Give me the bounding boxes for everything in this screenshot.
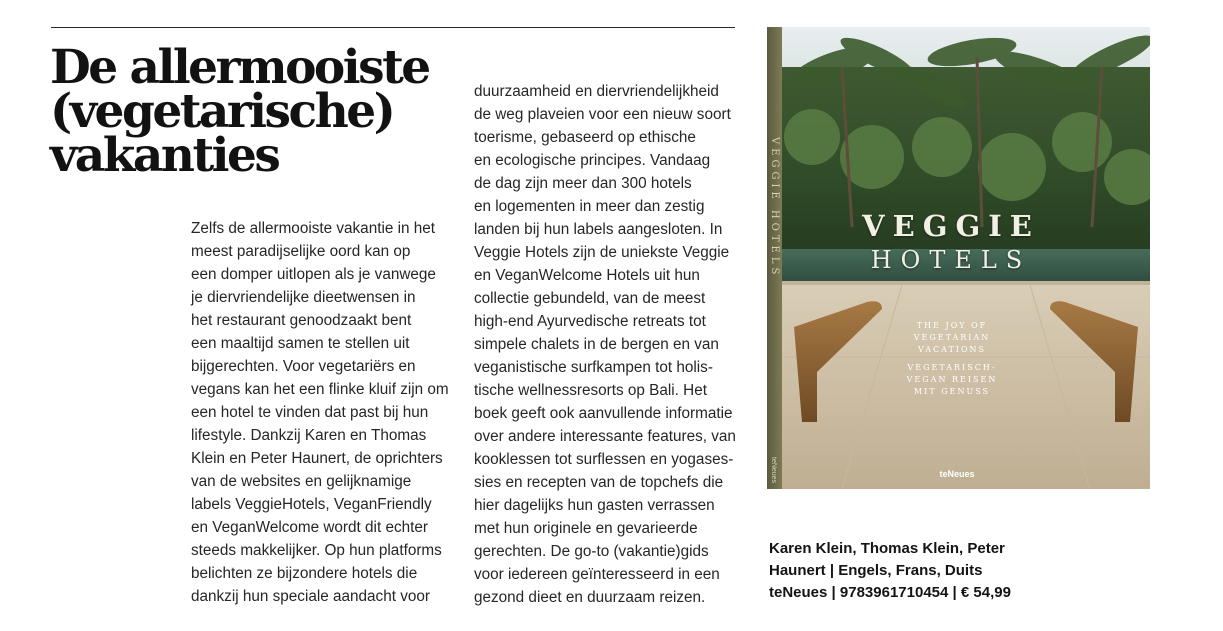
headline-line: (vegetarische)	[50, 84, 394, 139]
book-caption	[769, 538, 1069, 604]
book-cover-image	[767, 27, 1150, 489]
body-line: belichten ze bijzondere hotels die	[191, 565, 418, 582]
body-line: dankzij hun speciale aandacht voor	[191, 588, 430, 605]
body-line: steeds makkelijker. Op hun platforms	[191, 542, 442, 559]
tagline-line: VACATIONS	[917, 345, 986, 354]
body-line: de dag zijn meer dan 300 hotels	[474, 175, 692, 192]
tagline-line: THE JOY OF	[916, 321, 988, 330]
body-line: Klein en Peter Haunert, de oprichters	[191, 450, 443, 467]
headline-line: vakanties	[50, 128, 279, 183]
body-line: veganistische surfkampen tot holis-	[474, 359, 713, 376]
body-column-1	[191, 217, 456, 608]
body-line: en VeganWelcome Hotels uit hun	[474, 267, 700, 284]
body-line: en logementen in meer dan zestig	[474, 198, 705, 215]
body-line: de weg plaveien voor een nieuw soort	[474, 106, 731, 123]
cover-title-veggie: VEGGIE	[862, 209, 1040, 243]
body-line: met hun originele en gevarieerde	[474, 520, 698, 537]
top-rule	[51, 27, 735, 28]
body-line: een hotel te vinden dat past bij hun	[191, 404, 429, 421]
body-line: collectie gebundeld, van de meest	[474, 290, 706, 307]
article-headline	[50, 40, 470, 183]
body-line: landen bij hun labels aangesloten. In	[474, 221, 723, 238]
body-line: vegans kan het een flinke kluif zijn om	[191, 381, 449, 398]
body-line: Zelfs de allermooiste vakantie in het	[191, 220, 436, 237]
body-line: lifestyle. Dankzij Karen en Thomas	[191, 427, 427, 444]
spine-title: VEGGIE HOTELS	[769, 137, 780, 279]
caption-line: Haunert | Engels, Frans, Duits	[769, 562, 983, 579]
body-line: Veggie Hotels zijn de uniekste Veggie	[474, 244, 730, 261]
tagline-line: VEGETARISCH-	[907, 363, 997, 372]
body-line: en ecologische principes. Vandaag	[474, 152, 711, 169]
body-line: labels VeggieHotels, VeganFriendly	[191, 496, 432, 513]
body-line: toerisme, gebaseerd op ethische	[474, 129, 696, 146]
spine-publisher-logo: teNeues	[770, 457, 777, 484]
body-line: bijgerechten. Voor vegetariërs en	[191, 358, 416, 375]
body-line: je diervriendelijke dieetwensen in	[191, 289, 416, 306]
body-line: hier dagelijks hun gasten verrassen	[474, 497, 715, 514]
tagline-line: MIT GENUSS	[913, 387, 991, 396]
body-line: meest paradijselijke oord kan op	[191, 243, 411, 260]
body-line: van de websites en gelijknamige	[191, 473, 412, 490]
body-column-2	[474, 80, 744, 609]
body-line: high-end Ayurvedische retreats tot	[474, 313, 706, 330]
cover-tagline-en	[872, 320, 1032, 356]
body-line: duurzaamheid en diervriendelijkheid	[474, 83, 719, 100]
body-line: een domper uitlopen als je vanwege	[191, 266, 436, 283]
tagline-line: VEGAN REISEN	[906, 375, 998, 384]
body-line: een maaltijd samen te stellen uit	[191, 335, 410, 352]
body-line: kooklessen tot surflessen en yogases-	[474, 451, 734, 468]
cover-tagline-de	[872, 362, 1032, 398]
body-line: tische wellnessresorts op Bali. Het	[474, 382, 707, 399]
body-line: gerechten. De go-to (vakantie)gids	[474, 543, 709, 560]
body-line: over andere interessante features, van	[474, 428, 736, 445]
body-line: simpele chalets in de bergen en van	[474, 336, 719, 353]
cover-title-hotels: HOTELS	[870, 246, 1032, 274]
body-line: boek geeft ook aanvullende informatie	[474, 405, 733, 422]
body-line: en VeganWelcome wordt dit echter	[191, 519, 428, 536]
tagline-line: VEGETARIAN	[913, 333, 991, 342]
body-line: gezond dieet en duurzaam reizen.	[474, 589, 706, 606]
cover-publisher-logo: teNeues	[939, 469, 975, 479]
caption-line: teNeues | 9783961710454 | € 54,99	[769, 584, 1011, 601]
body-line: het restaurant genoodzaakt bent	[191, 312, 412, 329]
headline-line: De allermooiste	[50, 40, 429, 95]
caption-line: Karen Klein, Thomas Klein, Peter	[769, 540, 1005, 557]
body-line: sies en recepten van de topchefs die	[474, 474, 724, 491]
body-line: voor iedereen geïnteresseerd in een	[474, 566, 720, 583]
